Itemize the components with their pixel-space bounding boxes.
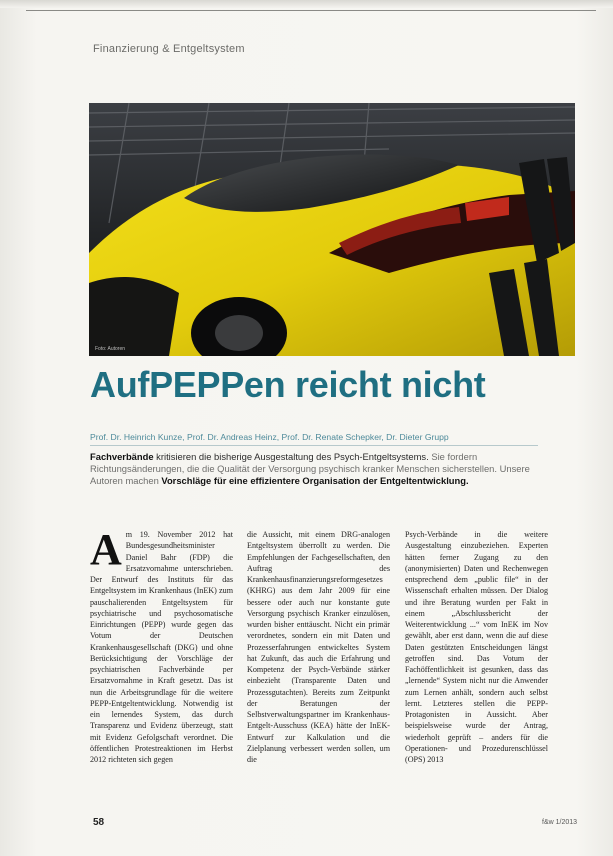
yellow-car-image (89, 103, 575, 356)
car-photo (89, 103, 575, 356)
authors-divider (90, 445, 538, 446)
magazine-issue: f&w 1/2013 (542, 819, 578, 826)
body-column-2-text: die Aussicht, mit einem DRG-analogen Entgeltsystem überrollt zu werden. Die Empfehlungen der Fachgesellschaften, den Auftrag des Krankenhausfinanzierungsreformgesetzes (KHRG) aus dem Jahr 2009 für eine bessere oder auch nur konstante gute Versorgung psychisch Kranker einzulösen, wurden bisher enttäuscht. Nicht ein primär verordnetes, sondern ein mit Daten und Prozesserfahrungen entwickeltes System hat Zukunft, das auch die Erfahrung und Kompetenz der Psych-Verbände stärker einbezieht (Transparente Daten und Prozessgutachten). Bereits zum Zeitpunkt der Beratungen der Selbstverwaltungspartner im Krankenhaus-Entgelt-Ausschuss (KEA) hätte der InEK-Entwurf zur Kalkulation und die Zielplanung verbessert werden sollen, um die (247, 530, 390, 764)
article-authors: Prof. Dr. Heinrich Kunze, Prof. Dr. Andreas Heinz, Prof. Dr. Renate Schepker, Dr. Dieter Grupp (90, 432, 449, 442)
article-body (90, 529, 548, 806)
body-column-3-text: Psych-Verbände in die weitere Ausgestaltung einzubeziehen. Experten hätten ferner Zugang zu den (anonymisierten) Daten und Rechenwegen entsprechend dem „public file“ in der Wissenschaft erhalten müssen. Der Dialog und ihre Beratung wurden per Fakt in einem „Abschlussbericht der Weiterentwicklung ...“ vom InEK im Nov gewählt, aber erst dann, wenn die auf diese Daten gestützten Entscheidungen längst getroffen sind. Das Votum der Fachöffentlichkeit ist gesunken, dass das „lernende“ System nicht nur die Anwender zum Lernen anhält, sondern auch selbst lernt. Letzteres stellen die PEPP-Protagonisten in Aussicht. Aber beispielsweise wurde der Antrag, wiederholt geprüft – anders für die Operationen- und Prozedurenschlüssel (OPS) 2013 (405, 530, 548, 764)
page-top-rule (26, 10, 596, 11)
article-lead (90, 451, 550, 487)
lead-bold-end: Vorschläge für eine effizientere Organisation der Entgeltentwicklung. (158, 475, 469, 486)
lead-text-1: kritisieren die bisherige Ausgestaltung des Psych-Entgeltsystems. (153, 451, 429, 462)
page-top-shadow (0, 0, 613, 8)
lead-text-2: Sie fordern Richtungsänderungen, die die Qualität der Versorgung psychisch kranker Menschen sicherstellen. Unsere Autoren machen (90, 451, 530, 486)
drop-cap: A (90, 529, 122, 574)
body-column-2 (247, 529, 390, 806)
page-number: 58 (93, 817, 105, 828)
lead-bold-start: Fachverbände (90, 451, 154, 462)
article-headline: AufPEPPen reicht nicht (90, 364, 486, 405)
body-column-1-text: m 19. November 2012 hat Bundesgesundheitsminister Daniel Bahr (FDP) die Ersatzvornahme unterschrieben. Der Entwurf des Instituts für das Entgeltsystem im Krankenhaus (InEK) zum pauschalierenden Entgeltsystem für psychiatrische und psychosomatische Einrichtungen (PEPP) wurde gegen das Votum der Deutschen Krankenhausgesellschaft (DKG) und ohne Berücksichtigung der Vorschläge der psychiatrischen Fachverbände per Ersatzvornahme in Kraft gesetzt. Das ist nun die Arbeitsgrundlage für die weitere PEPP-Entgeltentwicklung. Notwendig ist ein lernendes System, das durch Transparenz und Evidenz überzeugt, statt mit Evidenz Gefolgschaft verordnet. Die öffentlichen Protestreaktionen im Herbst 2012 richteten sich gegen (90, 530, 233, 764)
photo-credit: Foto: Autoren (95, 346, 126, 352)
body-column-1 (90, 529, 233, 806)
section-label: Finanzierung & Entgeltsystem (93, 43, 245, 55)
body-column-3 (405, 529, 548, 806)
